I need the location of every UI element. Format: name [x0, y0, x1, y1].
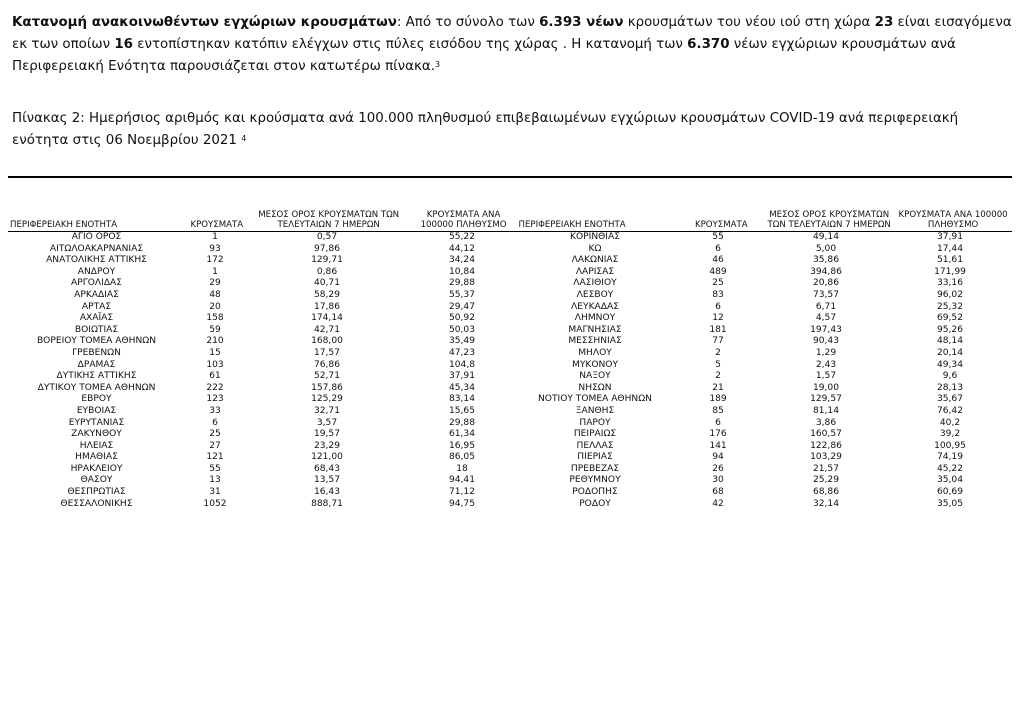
cell-cases: 48 — [209, 289, 221, 300]
cell-per100k: 55,37 — [448, 289, 476, 300]
cell-avg7: 73,57 — [812, 289, 840, 300]
intro-number: 6.370 — [687, 37, 730, 52]
cell-avg7: 20,86 — [812, 278, 840, 289]
intro-text: εντοπίστηκαν κατόπιν ελέγχων στις πύλες εισόδου της χώρας . Η κατανομή των — [132, 37, 688, 52]
cell-avg7: 17,57 — [313, 347, 341, 358]
intro-number: 16 — [114, 37, 133, 52]
intro-text: νέων εγχώριων κρουσμάτων ανά Περιφερειακή Ενότητα παρουσιάζεται στον κατωτέρω πίνακα. — [12, 37, 956, 74]
cell-avg7: 42,71 — [313, 324, 341, 335]
table-row — [8, 429, 1012, 441]
cell-region: ΛΗΜΝΟΥ — [574, 313, 616, 324]
cell-avg7: 168,00 — [311, 336, 343, 347]
cell-avg7: 4,57 — [815, 313, 837, 324]
col-header-region: ΠΕΡΙΦΕΡΕΙΑΚΗ ΕΝΟΤΗΤΑ — [10, 220, 118, 230]
table-row — [8, 487, 1012, 499]
cell-per100k: 15,65 — [448, 405, 476, 416]
cell-cases: 121 — [206, 452, 224, 463]
cell-per100k: 39,2 — [939, 429, 961, 440]
cell-per100k: 47,23 — [448, 347, 476, 358]
cell-cases: 6 — [715, 301, 721, 312]
cell-avg7: 103,29 — [810, 452, 842, 463]
cell-cases: 31 — [209, 487, 221, 498]
cell-avg7: 174,14 — [311, 313, 343, 324]
cell-per100k: 18 — [456, 463, 468, 474]
cell-per100k: 17,44 — [936, 243, 964, 254]
intro-heading: Κατανομή ανακοινωθέντων εγχώριων κρουσμάτων — [12, 15, 397, 30]
cell-region: ΑΝΔΡΟΥ — [77, 266, 116, 277]
cell-region: ΛΕΣΒΟΥ — [576, 289, 614, 300]
cell-region: ΔΥΤΙΚΟΥ ΤΟΜΕΑ ΑΘΗΝΩΝ — [37, 382, 156, 393]
cell-avg7: 0,57 — [316, 232, 338, 242]
cell-cases: 29 — [209, 278, 221, 289]
footnote-ref: 3 — [434, 60, 441, 69]
cell-region: ΜΗΛΟΥ — [578, 347, 612, 358]
cell-cases: 20 — [209, 301, 221, 312]
cell-region: ΛΑΚΩΝΙΑΣ — [571, 255, 619, 266]
cell-avg7: 49,14 — [812, 232, 840, 242]
cell-region: ΜΕΣΣΗΝΙΑΣ — [568, 336, 622, 347]
cell-avg7: 23,29 — [313, 440, 341, 451]
cell-per100k: 48,14 — [936, 336, 964, 347]
cell-per100k: 50,03 — [448, 324, 476, 335]
cell-per100k: 69,52 — [936, 313, 964, 324]
cell-avg7: 2,43 — [815, 359, 837, 370]
cell-avg7: 121,00 — [311, 452, 343, 463]
cell-region: ΕΥΡΥΤΑΝΙΑΣ — [68, 417, 125, 428]
table-row — [8, 348, 1012, 360]
footnote-ref: 4 — [241, 134, 247, 143]
cell-region: ΑΡΤΑΣ — [81, 301, 112, 312]
cell-avg7: 888,71 — [311, 498, 343, 509]
cell-region: ΚΩ — [588, 243, 602, 254]
table-row — [8, 255, 1012, 267]
cell-per100k: 40,2 — [939, 417, 961, 428]
cell-avg7: 19,00 — [812, 382, 840, 393]
cell-per100k: 49,34 — [936, 359, 964, 370]
cell-per100k: 10,84 — [448, 266, 476, 277]
cell-cases: 68 — [712, 487, 724, 498]
cell-avg7: 68,43 — [313, 463, 341, 474]
cell-region: ΘΕΣΠΡΩΤΙΑΣ — [67, 487, 126, 498]
cell-cases: 25 — [209, 429, 221, 440]
cell-avg7: 13,57 — [313, 475, 341, 486]
cell-region: ΡΟΔΟΥ — [579, 498, 611, 509]
cell-avg7: 81,14 — [812, 405, 840, 416]
cell-avg7: 160,57 — [810, 429, 842, 440]
cell-per100k: 37,91 — [448, 371, 476, 382]
cell-per100k: 45,22 — [936, 463, 964, 474]
cell-per100k: 35,67 — [936, 394, 964, 405]
cell-cases: 1052 — [203, 498, 227, 509]
table-row — [8, 336, 1012, 348]
cell-avg7: 129,57 — [810, 394, 842, 405]
table-row — [8, 452, 1012, 464]
table-row — [8, 267, 1012, 279]
cell-region: ΠΙΕΡΙΑΣ — [577, 452, 613, 463]
cell-per100k: 50,92 — [448, 313, 476, 324]
cell-per100k: 60,69 — [936, 487, 964, 498]
cell-cases: 30 — [712, 475, 724, 486]
cell-cases: 489 — [709, 266, 727, 277]
cell-region: ΔΡΑΜΑΣ — [77, 359, 116, 370]
cell-cases: 103 — [206, 359, 224, 370]
cell-region: ΑΧΑΪΑΣ — [79, 313, 114, 324]
cell-per100k: 45,34 — [448, 382, 476, 393]
cell-region: ΑΙΤΩΛΟΑΚΑΡΝΑΝΙΑΣ — [49, 243, 144, 254]
cell-cases: 6 — [715, 417, 721, 428]
cell-per100k: 25,32 — [936, 301, 964, 312]
cell-per100k: 61,34 — [448, 429, 476, 440]
cell-region: ΕΥΒΟΙΑΣ — [76, 405, 117, 416]
cell-cases: 25 — [712, 278, 724, 289]
cell-region: ΝΗΣΩΝ — [578, 382, 612, 393]
cell-cases: 21 — [712, 382, 724, 393]
table-row — [8, 232, 1012, 244]
cell-region: ΕΒΡΟΥ — [81, 394, 112, 405]
cell-cases: 61 — [209, 371, 221, 382]
cell-per100k: 96,02 — [936, 289, 964, 300]
cell-per100k: 35,04 — [936, 475, 964, 486]
cell-cases: 85 — [712, 405, 724, 416]
cell-per100k: 171,99 — [934, 266, 966, 277]
cell-avg7: 17,86 — [313, 301, 341, 312]
cell-region: ΞΑΝΘΗΣ — [575, 405, 615, 416]
col-header-avg7: ΜΕΣΟΣ ΟΡΟΣ ΚΡΟΥΣΜΑΤΩΝ ΤΩΝ ΤΕΛΕΥΤΑΙΩΝ 7 ΗΜΕΡΩΝ — [767, 210, 891, 230]
table-row — [8, 371, 1012, 383]
cell-cases: 2 — [715, 347, 721, 358]
cell-cases: 46 — [712, 255, 724, 266]
cell-region: ΒΟΡΕΙΟΥ ΤΟΜΕΑ ΑΘΗΝΩΝ — [36, 336, 157, 347]
cell-region: ΝΟΤΙΟΥ ΤΟΜΕΑ ΑΘΗΝΩΝ — [538, 394, 652, 405]
cell-cases: 172 — [206, 255, 224, 266]
cell-cases: 1 — [212, 232, 218, 242]
table-body — [8, 232, 1012, 510]
table-row — [8, 499, 1012, 511]
cell-cases: 55 — [209, 463, 221, 474]
cell-cases: 6 — [715, 243, 721, 254]
cases-table — [8, 176, 1012, 510]
cell-cases: 6 — [212, 417, 218, 428]
cell-avg7: 90,43 — [812, 336, 840, 347]
col-header-per100k: ΚΡΟΥΣΜΑΤΑ ΑΝΑ 100000 ΠΛΗΘΥΣΜΟ — [420, 210, 507, 230]
cell-avg7: 5,00 — [815, 243, 837, 254]
cell-region: ΝΑΞΟΥ — [579, 371, 611, 382]
cell-avg7: 6,71 — [815, 301, 837, 312]
cell-region: ΚΟΡΙΝΘΙΑΣ — [570, 232, 620, 242]
cell-avg7: 3,86 — [815, 417, 837, 428]
table-row — [8, 302, 1012, 314]
cell-cases: 59 — [209, 324, 221, 335]
table-row — [8, 441, 1012, 453]
cell-per100k: 35,49 — [448, 336, 476, 347]
intro-text: : Από το σύνολο των — [396, 15, 540, 30]
cell-per100k: 29,88 — [448, 278, 476, 289]
col-header-avg7: ΜΕΣΟΣ ΟΡΟΣ ΚΡΟΥΣΜΑΤΩΝ ΤΩΝ ΤΕΛΕΥΤΑΙΩΝ 7 ΗΜΕΡΩΝ — [258, 210, 400, 230]
cell-region: ΠΕΙΡΑΙΩΣ — [573, 429, 617, 440]
cell-avg7: 1,57 — [815, 371, 837, 382]
cell-per100k: 9,6 — [942, 371, 958, 382]
table-row — [8, 244, 1012, 256]
cell-per100k: 76,42 — [936, 405, 964, 416]
cell-region: ΔΥΤΙΚΗΣ ΑΤΤΙΚΗΣ — [56, 371, 137, 382]
cell-region: ΑΝΑΤΟΛΙΚΗΣ ΑΤΤΙΚΗΣ — [46, 255, 147, 266]
col-header-region: ΠΕΡΙΦΕΡΕΙΑΚΗ ΕΝΟΤΗΤΑ — [518, 220, 626, 230]
table-caption — [12, 108, 1012, 152]
cell-cases: 12 — [712, 313, 724, 324]
intro-number: 23 — [874, 15, 894, 30]
cell-cases: 55 — [712, 232, 724, 242]
intro-number: 6.393 νέων — [539, 15, 624, 30]
cell-cases: 5 — [715, 359, 721, 370]
cell-per100k: 16,95 — [448, 440, 476, 451]
cell-region: ΗΡΑΚΛΕΙΟΥ — [70, 463, 123, 474]
cell-cases: 210 — [206, 336, 224, 347]
table-row — [8, 278, 1012, 290]
cell-avg7: 32,71 — [313, 405, 341, 416]
table-row — [8, 290, 1012, 302]
cell-per100k: 29,88 — [448, 417, 476, 428]
cell-region: ΛΑΡΙΣΑΣ — [575, 266, 615, 277]
cell-region: ΜΥΚΟΝΟΥ — [571, 359, 619, 370]
intro-text: είναι εισαγόμενα εκ των οποίων — [12, 15, 1012, 52]
cell-cases: 123 — [206, 394, 224, 405]
cell-avg7: 68,86 — [812, 487, 840, 498]
cell-region: ΠΑΡΟΥ — [579, 417, 611, 428]
cell-cases: 42 — [712, 498, 724, 509]
cell-cases: 158 — [206, 313, 224, 324]
cell-cases: 83 — [712, 289, 724, 300]
cell-cases: 26 — [712, 463, 724, 474]
cell-per100k: 35,05 — [936, 498, 964, 509]
cell-avg7: 25,29 — [812, 475, 840, 486]
cell-cases: 141 — [709, 440, 727, 451]
cell-region: ΑΡΚΑΔΙΑΣ — [74, 289, 119, 300]
col-header-cases: ΚΡΟΥΣΜΑΤΑ — [190, 220, 244, 230]
cell-per100k: 74,19 — [936, 452, 964, 463]
cell-avg7: 122,86 — [810, 440, 842, 451]
col-header-cases: ΚΡΟΥΣΜΑΤΑ — [694, 220, 748, 230]
cell-cases: 33 — [209, 405, 221, 416]
intro-text: κρουσμάτων του νέου ιού στη χώρα — [623, 15, 875, 30]
cell-cases: 13 — [209, 475, 221, 486]
cell-region: ΓΡΕΒΕΝΩΝ — [72, 347, 121, 358]
cell-region: ΜΑΓΝΗΣΙΑΣ — [568, 324, 622, 335]
cell-cases: 15 — [209, 347, 221, 358]
cell-avg7: 1,29 — [815, 347, 837, 358]
cell-avg7: 125,29 — [311, 394, 343, 405]
cell-region: ΘΕΣΣΑΛΟΝΙΚΗΣ — [60, 498, 133, 509]
cell-region: ΗΛΕΙΑΣ — [79, 440, 114, 451]
table-row — [8, 394, 1012, 406]
cell-per100k: 33,16 — [936, 278, 964, 289]
table-row — [8, 475, 1012, 487]
cell-avg7: 19,57 — [313, 429, 341, 440]
table-header — [8, 178, 1012, 232]
cell-per100k: 94,75 — [448, 498, 476, 509]
cell-per100k: 51,61 — [936, 255, 964, 266]
cell-region: ΒΟΙΩΤΙΑΣ — [74, 324, 119, 335]
cell-region: ΠΕΛΛΑΣ — [576, 440, 614, 451]
col-header-per100k: ΚΡΟΥΣΜΑΤΑ ΑΝΑ 100000 ΠΛΗΘΥΣΜΟ — [898, 210, 1008, 230]
table-row — [8, 464, 1012, 476]
cell-region: ΡΟΔΟΠΗΣ — [572, 487, 618, 498]
cell-per100k: 37,91 — [936, 232, 964, 242]
cell-per100k: 100,95 — [934, 440, 966, 451]
cell-per100k: 94,41 — [448, 475, 476, 486]
cell-avg7: 21,57 — [812, 463, 840, 474]
cell-cases: 222 — [206, 382, 224, 393]
cell-per100k: 83,14 — [448, 394, 476, 405]
cell-avg7: 35,86 — [812, 255, 840, 266]
table-row — [8, 418, 1012, 430]
cell-region: ΑΡΓΟΛΙΔΑΣ — [70, 278, 123, 289]
cell-cases: 176 — [709, 429, 727, 440]
cell-cases: 181 — [709, 324, 727, 335]
cell-avg7: 3,57 — [316, 417, 338, 428]
cell-per100k: 29,47 — [448, 301, 476, 312]
table-row — [8, 383, 1012, 395]
cell-cases: 27 — [209, 440, 221, 451]
cell-avg7: 58,29 — [313, 289, 341, 300]
cell-avg7: 32,14 — [812, 498, 840, 509]
cell-per100k: 34,24 — [448, 255, 476, 266]
cell-avg7: 16,43 — [313, 487, 341, 498]
cell-avg7: 52,71 — [313, 371, 341, 382]
cell-region: ΑΓΙΟ ΟΡΟΣ — [71, 232, 122, 242]
cell-region: ΖΑΚΥΝΘΟΥ — [71, 429, 122, 440]
cell-avg7: 97,86 — [313, 243, 341, 254]
cell-avg7: 197,43 — [810, 324, 842, 335]
cell-per100k: 28,13 — [936, 382, 964, 393]
cell-region: ΠΡΕΒΕΖΑΣ — [570, 463, 620, 474]
cell-per100k: 86,05 — [448, 452, 476, 463]
cell-region: ΘΑΣΟΥ — [80, 475, 113, 486]
cell-region: ΗΜΑΘΙΑΣ — [75, 452, 118, 463]
intro-paragraph — [12, 12, 1012, 78]
cell-per100k: 44,12 — [448, 243, 476, 254]
cell-cases: 94 — [712, 452, 724, 463]
cell-avg7: 157,86 — [311, 382, 343, 393]
caption-text: Πίνακας 2: Ημερήσιος αριθμός και κρούσματα ανά 100.000 πληθυσμού επιβεβαιωμένων εγχώριων κρουσμάτων COVID-19 ανά περιφερειακή ενότητα στις 06 Νοεμβρίου 2021 — [12, 111, 959, 148]
cell-avg7: 129,71 — [311, 255, 343, 266]
table-row — [8, 313, 1012, 325]
table-row — [8, 325, 1012, 337]
cell-cases: 189 — [709, 394, 727, 405]
cell-avg7: 40,71 — [313, 278, 341, 289]
cell-region: ΛΕΥΚΑΔΑΣ — [571, 301, 619, 312]
cell-per100k: 104,8 — [448, 359, 476, 370]
table-row — [8, 360, 1012, 372]
cell-region: ΛΑΣΙΘΙΟΥ — [573, 278, 617, 289]
cell-avg7: 76,86 — [313, 359, 341, 370]
cell-per100k: 95,26 — [936, 324, 964, 335]
cell-per100k: 71,12 — [448, 487, 476, 498]
cell-cases: 1 — [212, 266, 218, 277]
cell-avg7: 394,86 — [810, 266, 842, 277]
cell-per100k: 55,22 — [448, 232, 476, 242]
cell-cases: 77 — [712, 336, 724, 347]
cell-cases: 93 — [209, 243, 221, 254]
cell-avg7: 0,86 — [316, 266, 338, 277]
cell-cases: 2 — [715, 371, 721, 382]
cell-per100k: 20,14 — [936, 347, 964, 358]
table-row — [8, 406, 1012, 418]
cell-region: ΡΕΘΥΜΝΟΥ — [569, 475, 621, 486]
